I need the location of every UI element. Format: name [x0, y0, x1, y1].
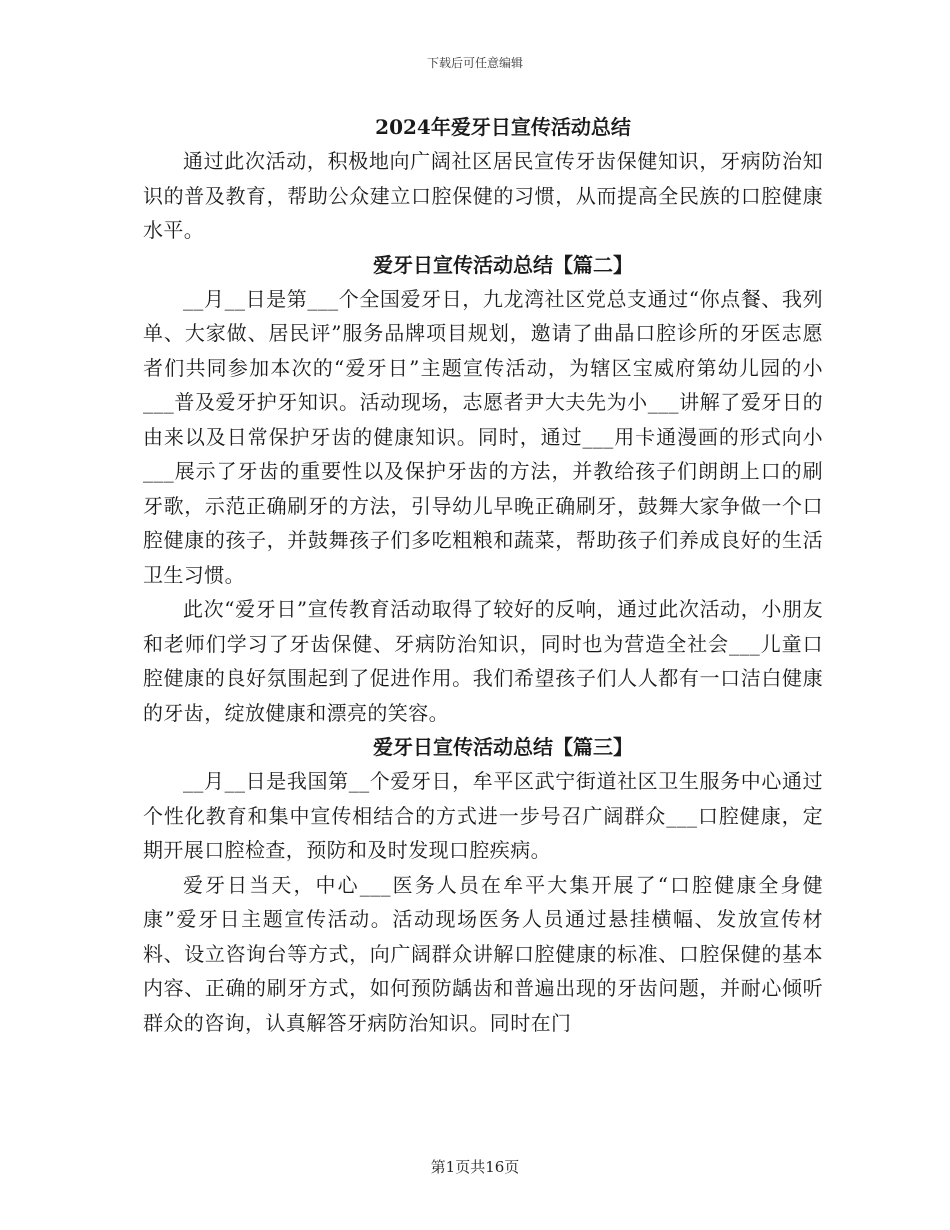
- section-2-title: 爱牙日宣传活动总结【篇二】: [373, 252, 633, 277]
- section-2-paragraph-2: 此次“爱牙日”宣传教育活动取得了较好的反响，通过此次活动，小朋友和老师们学习了牙齿保健、牙病防治知识，同时也为营造全社会___儿童口腔健康的良好氛围起到了促进作用。我们希望孩子们人人都有一口洁白健康的牙齿，绽放健康和漂亮的笑容。: [143, 597, 823, 725]
- document-content: [143, 110, 823, 1040]
- document-title: 2024年爱牙日宣传活动总结: [375, 115, 631, 139]
- section-3-paragraph-2: 爱牙日当天，中心___医务人员在牟平大集开展了“口腔健康全身健康”爱牙日主题宣传活动。活动现场医务人员通过悬挂横幅、发放宣传材料、设立咨询台等方式，向广阔群众讲解口腔健康的标准、口腔保健的基本内容、正确的刷牙方式，如何预防龋齿和普遍出现的牙齿问题，并耐心倾听群众的咨询，认真解答牙病防治知识。同时在门: [143, 872, 823, 1035]
- section-3-paragraph-1: __月__日是我国第__个爱牙日，牟平区武宁街道社区卫生服务中心通过个性化教育和集中宣传相结合的方式进一步号召广阔群众___口腔健康，定期开展口腔检查，预防和及时发现口腔疾病。: [143, 769, 823, 862]
- section-2-paragraph-1: __月__日是第___个全国爱牙日，九龙湾社区党总支通过“你点餐、我列单、大家做、居民评”服务品牌项目规划，邀请了曲晶口腔诊所的牙医志愿者们共同参加本次的“爱牙日”主题宣传活动，为辖区宝威府第幼儿园的小___普及爱牙护牙知识。活动现场，志愿者尹大夫先为小___讲解了爱牙日的由来以及日常保护牙齿的健康知识。同时，通过___用卡通漫画的形式向小___展示了牙齿的重要性以及保护牙齿的方法，并教给孩子们朗朗上口的刷牙歌，示范正确刷牙的方法，引导幼儿早晚正确刷牙，鼓舞大家争做一个口腔健康的孩子，并鼓舞孩子们多吃粗粮和蔬菜，帮助孩子们养成良好的生活卫生习惯。: [143, 286, 823, 587]
- page-footer: 第1页共16页: [430, 1158, 520, 1176]
- header-note: 下载后可任意编辑: [426, 56, 523, 70]
- section-3-title: 爱牙日宣传活动总结【篇三】: [373, 735, 633, 759]
- intro-paragraph: 通过此次活动，积极地向广阔社区居民宣传牙齿保健知识，牙病防治知识的普及教育，帮助公众建立口腔保健的习惯，从而提高全民族的口腔健康水平。: [143, 149, 823, 242]
